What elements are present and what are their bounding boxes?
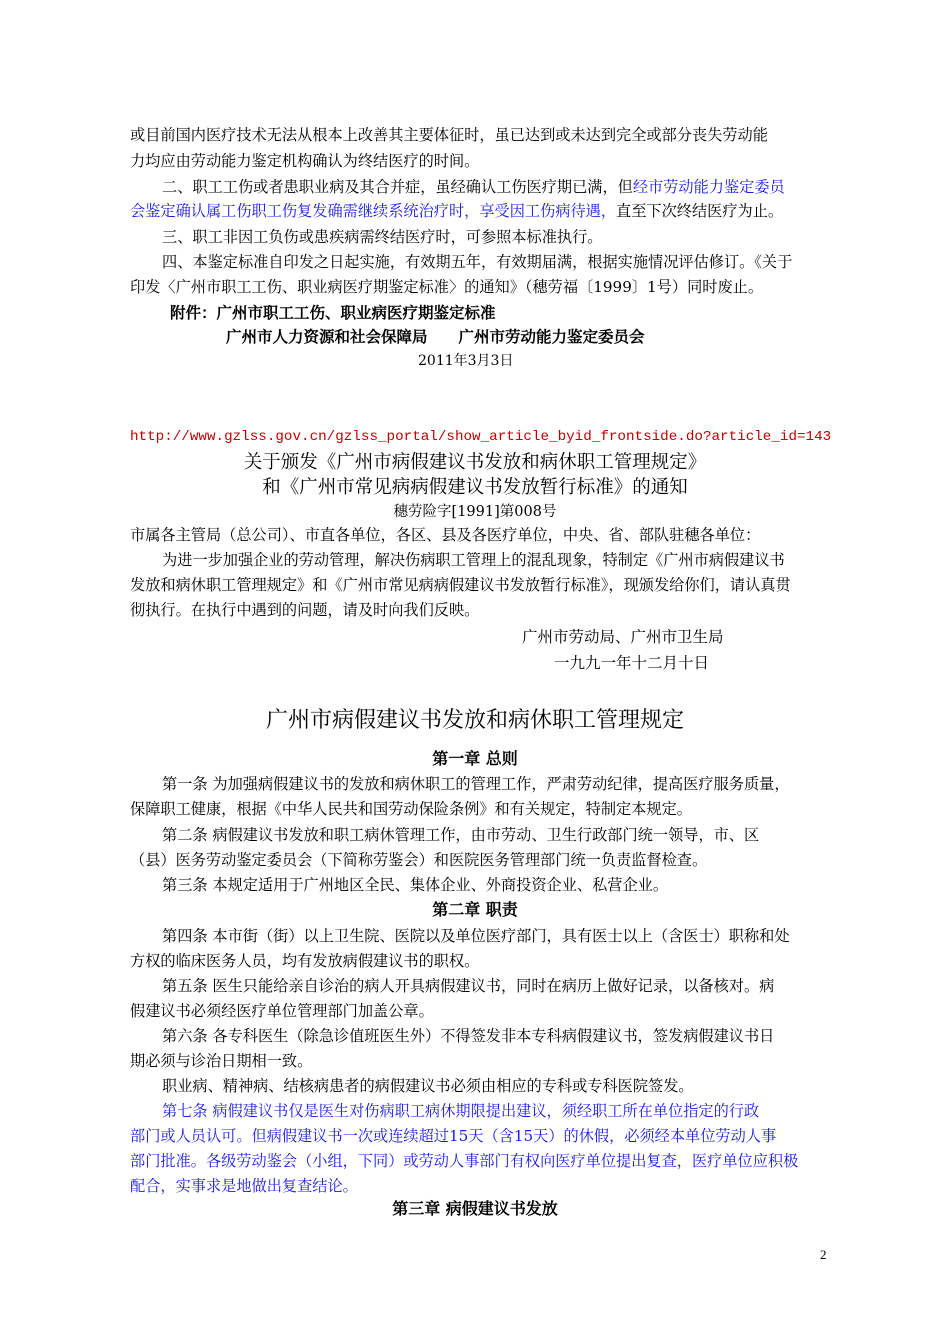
clause-two bbox=[162, 176, 830, 198]
notice-body-line: 为进一步加强企业的劳动管理，解决伤病职工管理上的混乱现象，特制定《广州市病假建议书 bbox=[162, 551, 785, 569]
article-seven-line: 部门批准。各级劳动鉴会（小组，下同）或劳动人事部门有权向医疗单位提出复查，医疗单位应积极 bbox=[130, 1152, 799, 1170]
document-number: 穗劳险字[1991]第008号 bbox=[393, 504, 557, 520]
article-line: 假建议书必须经医疗单位管理部门加盖公章。 bbox=[130, 1002, 434, 1020]
highlighted-text: 经市劳动能力鉴定委员 bbox=[632, 178, 785, 196]
clause-text: 直至下次终结医疗为止。 bbox=[616, 202, 784, 220]
article-line: 第三条 本规定适用于广州地区全民、集体企业、外商投资企业、私营企业。 bbox=[162, 876, 669, 894]
article-line: 职业病、精神病、结核病患者的病假建议书必须由相应的专科或专科医院签发。 bbox=[162, 1077, 694, 1095]
chapter-heading: 第三章 病假建议书发放 bbox=[392, 1199, 558, 1218]
paragraph-line: 力均应由劳动能力鉴定机构确认为终结医疗的时间。 bbox=[130, 152, 480, 170]
source-url[interactable]: http://www.gzlss.gov.cn/gzlss_portal/show_article_byid_frontside.do?article_id=143 bbox=[130, 429, 832, 445]
notice-title-line1: 关于颁发《广州市病假建议书发放和病休职工管理规定》 bbox=[243, 452, 707, 473]
attachment-title: 附件：广州市职工工伤、职业病医疗期鉴定标准 bbox=[170, 304, 496, 322]
chapter-heading: 第一章 总则 bbox=[432, 749, 518, 768]
clause-four-cont: 印发〈广州市职工工伤、职业病医疗期鉴定标准〉的通知》（穗劳福〔1999〕1号）同时废止。 bbox=[130, 278, 764, 296]
article-line: 期必须与诊治日期相一致。 bbox=[130, 1052, 313, 1070]
article-line: （县）医务劳动鉴定委员会（下简称劳鉴会）和医院医务管理部门统一负责监督检查。 bbox=[130, 851, 708, 869]
article-line: 第五条 医生只能给亲自诊治的病人开具病假建议书，同时在病历上做好记录，以备核对。病 bbox=[162, 977, 775, 995]
signing-agencies: 广州市劳动局、广州市卫生局 bbox=[522, 628, 724, 646]
clause-four: 四、本鉴定标准自印发之日起实施，有效期五年，有效期届满，根据实施情况评估修订。《关于 bbox=[162, 253, 793, 271]
clause-two-cont bbox=[130, 200, 830, 222]
notice-title-line2: 和《广州市常见病病假建议书发放暂行标准》的通知 bbox=[262, 477, 688, 498]
article-line: 第一条 为加强病假建议书的发放和病休职工的管理工作，严肃劳动纪律，提高医疗服务质量， bbox=[162, 775, 790, 793]
article-seven-line: 部门或人员认可。但病假建议书一次或连续超过15天（含15天）的休假，必须经本单位劳动人事 bbox=[130, 1127, 777, 1145]
issuing-agencies: 广州市人力资源和社会保障局 广州市劳动能力鉴定委员会 bbox=[226, 328, 645, 346]
chapter-heading: 第二章 职责 bbox=[432, 900, 518, 919]
paragraph-line: 或目前国内医疗技术无法从根本上改善其主要体征时，虽已达到或未达到完全或部分丧失劳动能 bbox=[130, 126, 768, 144]
article-seven-line: 配合，实事求是地做出复查结论。 bbox=[130, 1177, 358, 1195]
article-line: 方权的临床医务人员，均有发放病假建议书的职权。 bbox=[130, 952, 480, 970]
article-line: 第四条 本市街（街）以上卫生院、医院以及单位医疗部门，具有医士以上（含医士）职称和处 bbox=[162, 927, 790, 945]
regulation-title: 广州市病假建议书发放和病休职工管理规定 bbox=[265, 708, 684, 733]
signing-date: 一九九一年十二月十日 bbox=[554, 654, 710, 672]
article-line: 第二条 病假建议书发放和职工病休管理工作，由市劳动、卫生行政部门统一领导，市、区 bbox=[162, 826, 760, 844]
clause-text: 二、职工工伤或者患职业病及其合并症，虽经确认工伤医疗期已满，但 bbox=[162, 178, 633, 196]
notice-body-line: 发放和病休职工管理规定》和《广州市常见病病假建议书发放暂行标准》，现颁发给你们，请认真贯 bbox=[130, 576, 791, 594]
article-seven-line: 第七条 病假建议书仅是医生对伤病职工病休期限提出建议，须经职工所在单位指定的行政 bbox=[162, 1102, 760, 1120]
article-line: 保障职工健康，根据《中华人民共和国劳动保险条例》和有关规定，特制定本规定。 bbox=[130, 800, 692, 818]
notice-body-line: 彻执行。在执行中遇到的问题，请及时向我们反映。 bbox=[130, 601, 480, 619]
clause-three: 三、职工非因工负伤或患疾病需终结医疗时，可参照本标准执行。 bbox=[162, 228, 603, 246]
article-line: 第六条 各专科医生（除急诊值班医生外）不得签发非本专科病假建议书，签发病假建议书日 bbox=[162, 1027, 775, 1045]
issue-date: 2011年3月3日 bbox=[418, 353, 514, 369]
page-number: 2 bbox=[820, 1247, 827, 1262]
recipients: 市属各主管局（总公司）、市直各单位，各区、县及各医疗单位，中央、省、部队驻穗各单位： bbox=[130, 526, 761, 544]
highlighted-text: 会鉴定确认属工伤职工伤复发确需继续系统治疗时，享受因工伤病待遇， bbox=[130, 202, 616, 220]
